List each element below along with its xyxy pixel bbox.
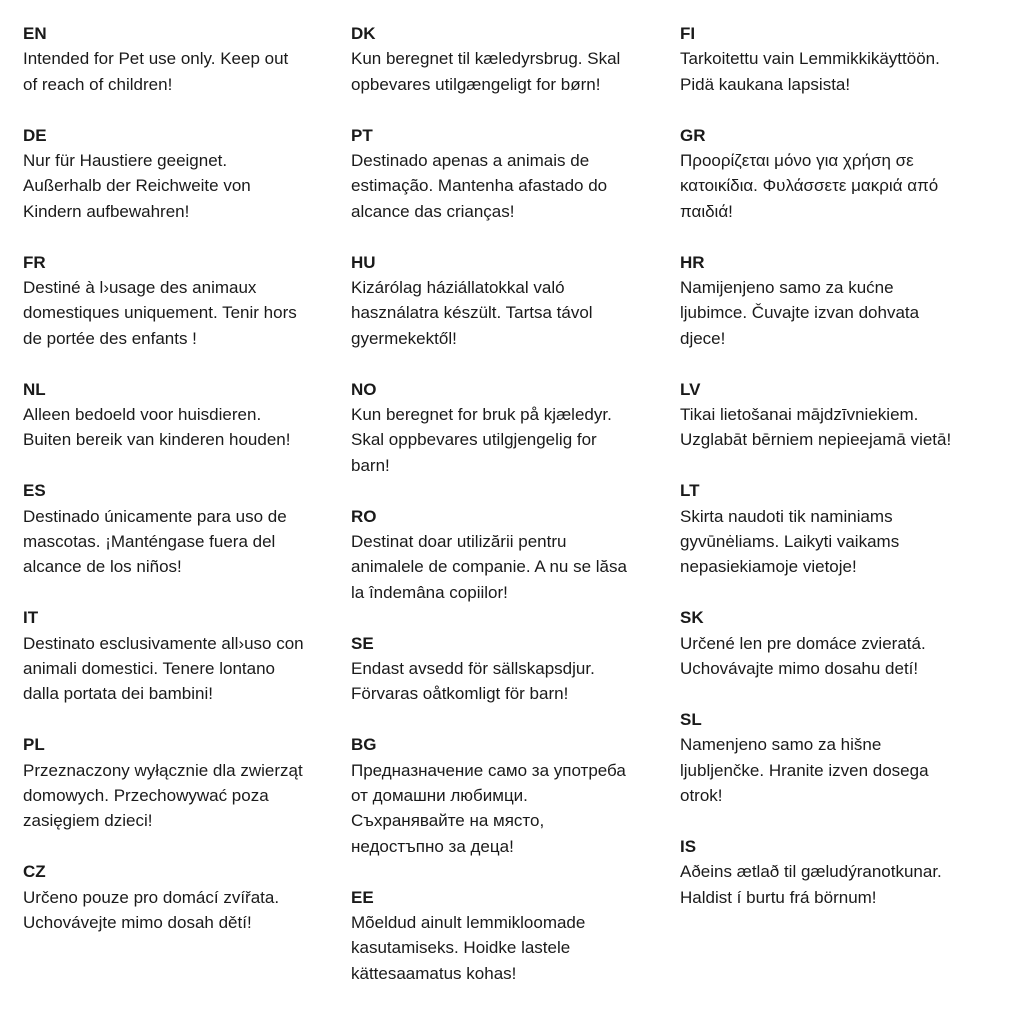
warning-text-line: mascotas. ¡Manténgase fuera del	[23, 531, 276, 551]
warning-text-line: Destiné à l›usage des animaux	[23, 277, 257, 297]
warning-text-line: alcance de los niños!	[23, 557, 182, 577]
language-code: PT	[351, 125, 373, 145]
entry-spacer	[23, 453, 353, 478]
warning-text-line: Uchovávajte mimo dosahu detí!	[680, 658, 919, 678]
warning-text-line: opbevares utilgængeligt for børn!	[351, 74, 601, 94]
warning-text-line: от домашни любимци.	[351, 785, 528, 805]
language-entry-lt	[680, 478, 1010, 580]
warning-text-line: dalla portata dei bambini!	[23, 684, 213, 704]
language-entry-en	[23, 21, 353, 97]
warning-text-line: barn!	[351, 455, 390, 475]
warning-text-line: Предназначение само за употреба	[351, 760, 626, 780]
warning-text-line: Nur für Haustiere geeignet.	[23, 150, 228, 170]
language-entry-ee	[351, 885, 681, 987]
warning-text-line: παιδιά!	[680, 201, 733, 221]
warning-text-line: alcance das crianças!	[351, 201, 515, 221]
entry-spacer	[351, 351, 681, 376]
language-code: SL	[680, 709, 702, 729]
warning-text-line: zasięgiem dzieci!	[23, 811, 153, 831]
entry-spacer	[23, 224, 353, 249]
language-entry-hu	[351, 250, 681, 352]
language-entry-se	[351, 631, 681, 707]
warning-text-line: недостъпно за деца!	[351, 836, 514, 856]
language-entry-sl	[680, 707, 1010, 809]
entry-spacer	[23, 580, 353, 605]
language-code: LT	[680, 481, 700, 501]
entry-spacer	[680, 681, 1010, 706]
language-code: EN	[23, 24, 47, 43]
language-entry-is	[680, 834, 1010, 910]
warning-text-line: Mõeldud ainult lemmikloomade	[351, 912, 586, 932]
entry-spacer	[680, 808, 1010, 833]
warning-text-line: kasutamiseks. Hoidke lastele	[351, 938, 571, 958]
language-column-3	[680, 21, 1010, 910]
language-code: IS	[680, 836, 697, 856]
entry-spacer	[680, 224, 1010, 249]
language-code: EE	[351, 887, 374, 907]
language-entry-gr	[680, 123, 1010, 225]
warning-text-line: otrok!	[680, 785, 723, 805]
language-entry-lv	[680, 377, 1010, 453]
entry-spacer	[23, 834, 353, 859]
warning-text-line: Pidä kaukana lapsista!	[680, 74, 851, 94]
warning-text-line: Určené len pre domáce zvieratá.	[680, 633, 926, 653]
warning-text-line: Skal oppbevares utilgjengelig for	[351, 430, 597, 450]
warning-text-line: of reach of children!	[23, 74, 173, 94]
entry-spacer	[351, 478, 681, 503]
warning-text-line: Aðeins ætlað til gæludýranotkunar.	[680, 862, 942, 882]
warning-text-line: Προορίζεται μόνο για χρήση σε	[680, 150, 914, 170]
language-code: SK	[680, 608, 704, 628]
warning-text-line: Съхранявайте на място,	[351, 811, 545, 831]
language-entry-hr	[680, 250, 1010, 352]
warning-text-line: Destinado únicamente para uso de	[23, 506, 287, 526]
warning-text-line: Tarkoitettu vain Lemmikkikäyttöön.	[680, 49, 940, 69]
language-code: ES	[23, 481, 46, 501]
warning-text-line: nepasiekiamoje vietoje!	[680, 557, 857, 577]
language-code: HU	[351, 252, 376, 272]
language-entry-de	[23, 123, 353, 225]
warning-text-line: Uzglabāt bērniem nepieejamā vietā!	[680, 430, 952, 450]
warning-text-line: Buiten bereik van kinderen houden!	[23, 430, 291, 450]
warning-text-line: domowych. Przechowywać poza	[23, 785, 269, 805]
language-code: IT	[23, 608, 39, 628]
warning-text-line: Namenjeno samo za hišne	[680, 735, 882, 755]
language-code: FR	[23, 252, 46, 272]
entry-spacer	[351, 97, 681, 122]
language-entry-it	[23, 605, 353, 707]
warning-text-line: Tikai lietošanai mājdzīvniekiem.	[680, 404, 919, 424]
language-code: GR	[680, 125, 706, 145]
warning-text-line: djece!	[680, 328, 726, 348]
warning-text-line: Namijenjeno samo za kućne	[680, 277, 894, 297]
warning-text-line: használatra készült. Tartsa távol	[351, 303, 593, 323]
warning-text-line: Kizárólag háziállatokkal való	[351, 277, 565, 297]
warning-text-line: Kun beregnet til kæledyrsbrug. Skal	[351, 49, 621, 69]
warning-text-line: kättesaamatus kohas!	[351, 963, 517, 983]
language-code: LV	[680, 379, 701, 399]
warning-text-line: Uchovávejte mimo dosah dětí!	[23, 912, 252, 932]
warning-text-line: Destinat doar utilizării pentru	[351, 531, 567, 551]
warning-text-line: Endast avsedd för sällskapsdjur.	[351, 658, 595, 678]
entry-spacer	[23, 707, 353, 732]
language-entry-no	[351, 377, 681, 479]
warning-text-line: animali domestici. Tenere lontano	[23, 658, 275, 678]
warning-text-line: Destinado apenas a animais de	[351, 150, 590, 170]
warning-text-line: Kun beregnet for bruk på kjæledyr.	[351, 404, 612, 424]
warning-text-line: Destinato esclusivamente all›uso con	[23, 633, 304, 653]
language-entry-bg	[351, 732, 681, 859]
language-code: NL	[23, 379, 46, 399]
entry-spacer	[680, 580, 1010, 605]
language-code: HR	[680, 252, 705, 272]
warning-text-line: ljubimce. Čuvajte izvan dohvata	[680, 303, 920, 323]
warning-text-line: gyermekektől!	[351, 328, 457, 348]
language-code: PL	[23, 735, 45, 755]
warning-text-line: Haldist í burtu frá börnum!	[680, 887, 877, 907]
language-code: FI	[680, 24, 696, 43]
warning-text-line: la îndemâna copiilor!	[351, 582, 508, 602]
language-entry-ro	[351, 504, 681, 606]
language-entry-pt	[351, 123, 681, 225]
warning-text-line: κατοικίδια. Φυλάσσετε μακριά από	[680, 176, 939, 196]
language-entry-nl	[23, 377, 353, 453]
entry-spacer	[351, 224, 681, 249]
warning-text-line: Skirta naudoti tik naminiams	[680, 506, 893, 526]
entry-spacer	[351, 707, 681, 732]
language-code: DK	[351, 24, 376, 43]
entry-spacer	[23, 97, 353, 122]
warning-text-line: gyvūnėliams. Laikyti vaikams	[680, 531, 900, 551]
language-entry-es	[23, 478, 353, 580]
warning-text-line: Určeno pouze pro domácí zvířata.	[23, 887, 280, 907]
warning-text-line: Förvaras oåtkomligt för barn!	[351, 684, 569, 704]
language-code: DE	[23, 125, 47, 145]
language-code: NO	[351, 379, 377, 399]
language-entry-fi	[680, 21, 1010, 97]
warning-text-line: Kindern aufbewahren!	[23, 201, 190, 221]
warning-text-line: domestiques uniquement. Tenir hors	[23, 303, 297, 323]
language-column-2	[351, 21, 681, 986]
warning-text-line: de portée des enfants !	[23, 328, 197, 348]
language-code: CZ	[23, 862, 46, 882]
warning-text-line: animalele de companie. A nu se lăsa	[351, 557, 627, 577]
language-entry-fr	[23, 250, 353, 352]
entry-spacer	[23, 351, 353, 376]
warning-text-line: estimação. Mantenha afastado do	[351, 176, 608, 196]
entry-spacer	[680, 97, 1010, 122]
language-code: BG	[351, 735, 377, 755]
language-entry-cz	[23, 859, 353, 935]
entry-spacer	[351, 859, 681, 884]
language-entry-pl	[23, 732, 353, 834]
language-code: SE	[351, 633, 374, 653]
warning-text-line: Außerhalb der Reichweite von	[23, 176, 251, 196]
language-code: RO	[351, 506, 377, 526]
language-entry-dk	[351, 21, 681, 97]
warning-text-line: Intended for Pet use only. Keep out	[23, 49, 289, 69]
entry-spacer	[680, 453, 1010, 478]
language-entry-sk	[680, 605, 1010, 681]
entry-spacer	[680, 351, 1010, 376]
warning-text-line: Przeznaczony wyłącznie dla zwierząt	[23, 760, 303, 780]
entry-spacer	[351, 605, 681, 630]
warning-text-line: ljubljenčke. Hranite izven dosega	[680, 760, 929, 780]
warning-text-line: Alleen bedoeld voor huisdieren.	[23, 404, 262, 424]
language-column-1	[23, 21, 353, 935]
